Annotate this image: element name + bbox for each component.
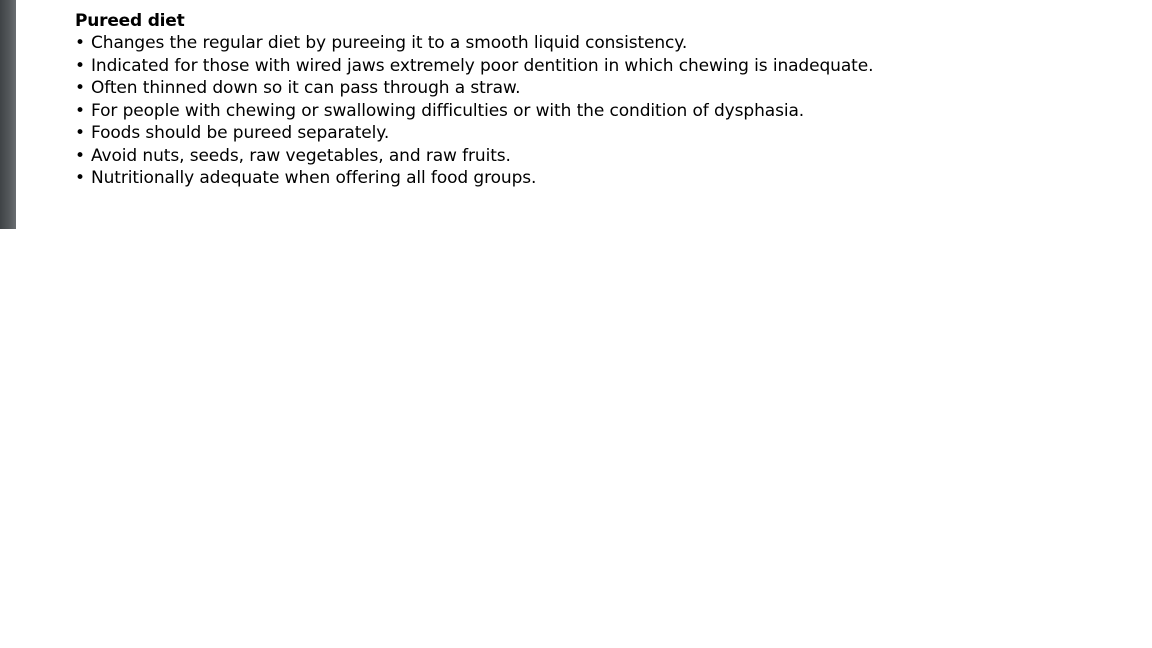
list-item [75, 100, 1135, 123]
section-heading: Pureed diet [75, 11, 185, 31]
bullet-list [75, 32, 1135, 190]
list-item-text: Often thinned down so it can pass through a straw. [91, 78, 521, 98]
list-item [75, 32, 1135, 55]
list-item-text: Changes the regular diet by pureeing it to a smooth liquid consistency. [91, 33, 688, 53]
bullet-icon: • [75, 100, 85, 121]
list-item-text: Avoid nuts, seeds, raw vegetables, and raw fruits. [91, 145, 511, 166]
list-item-text: Indicated for those with wired jaws extremely poor dentition in which chewing is inadequate. [91, 55, 874, 76]
list-item [75, 145, 1135, 168]
bullet-icon: • [75, 33, 85, 53]
list-item-text: For people with chewing or swallowing difficulties or with the condition of dysphasia. [91, 100, 805, 121]
bullet-icon: • [75, 55, 85, 76]
list-item [75, 77, 1135, 100]
bullet-icon: • [75, 78, 85, 98]
list-item-text: Foods should be pureed separately. [91, 123, 390, 143]
bullet-icon: • [75, 123, 85, 143]
bullet-icon: • [75, 168, 85, 188]
bullet-icon: • [75, 145, 85, 166]
list-item-text: Nutritionally adequate when offering all food groups. [91, 168, 537, 188]
list-item [75, 55, 1135, 78]
left-edge-strip [0, 0, 16, 229]
list-item [75, 167, 1135, 190]
content-block [75, 10, 1135, 190]
list-item [75, 122, 1135, 145]
